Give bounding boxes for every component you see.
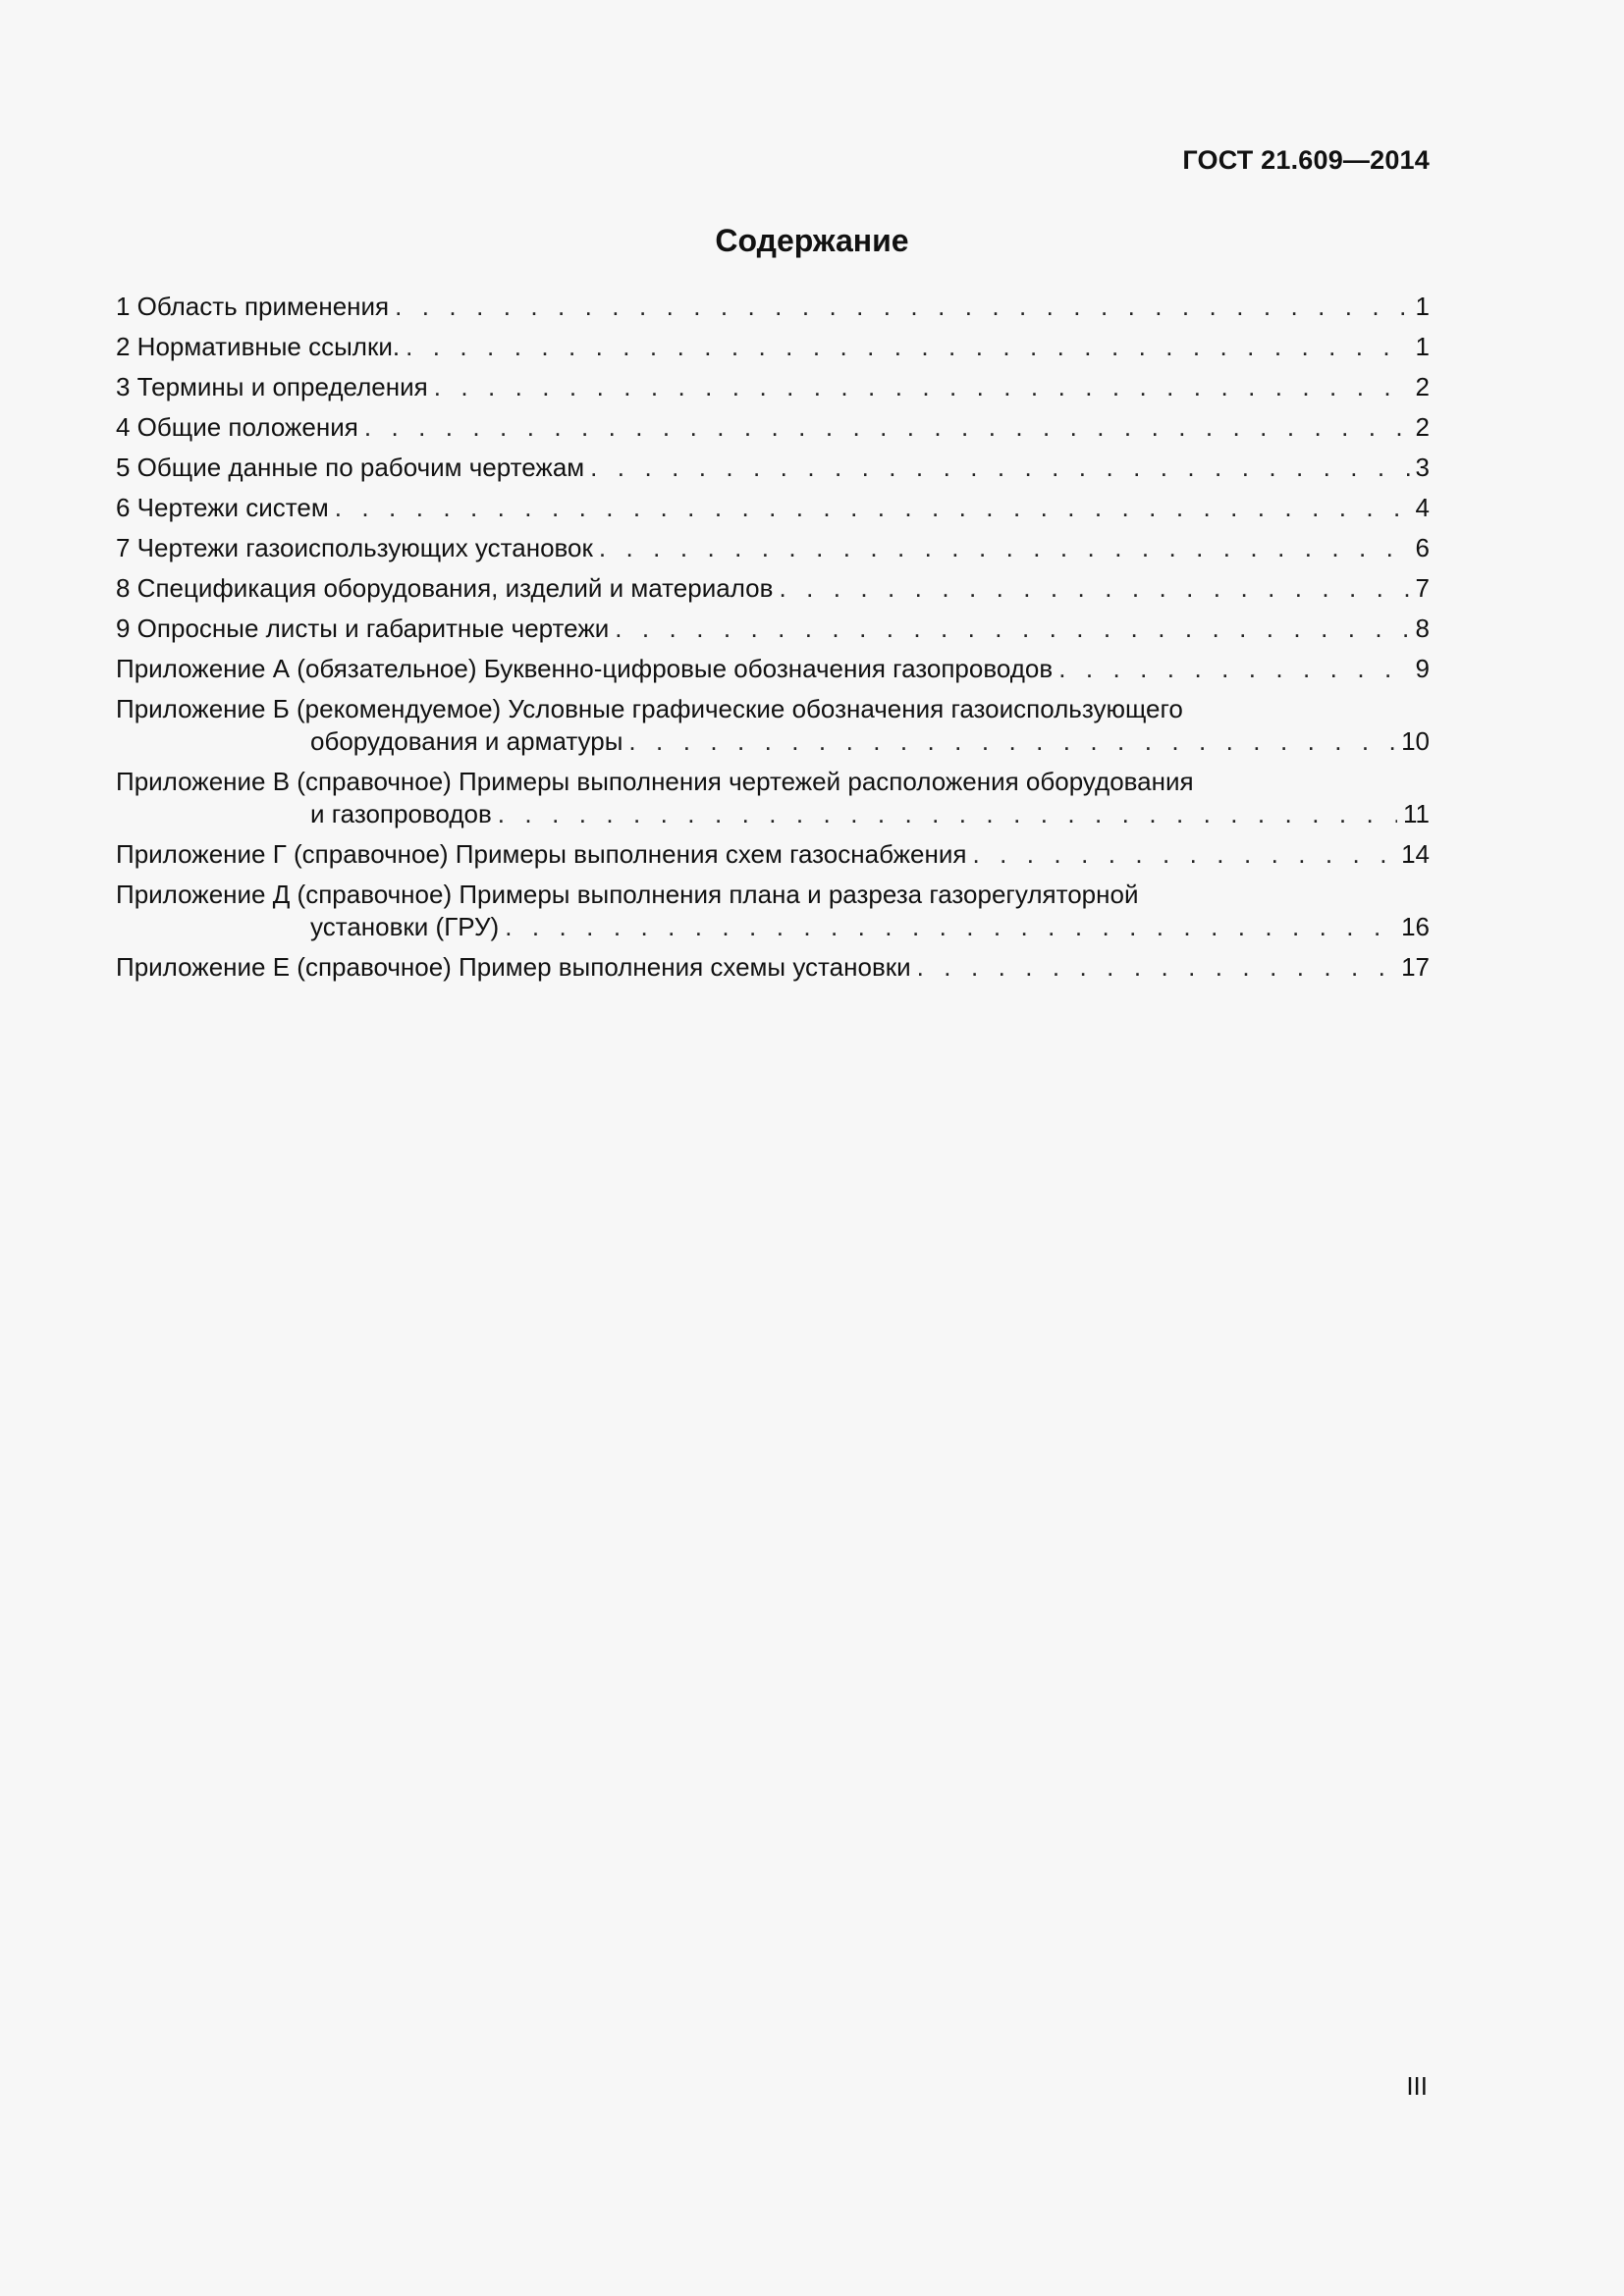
toc-entry-text: Приложение Г (справочное) Примеры выполнения схем газоснабжения (116, 839, 967, 869)
toc-entry-text: Приложение В (справочное) Примеры выполнения чертежей расположения оборудования (116, 767, 1194, 796)
toc-entry[interactable] (116, 693, 1430, 758)
toc-entry-page: 3 (1415, 453, 1430, 482)
toc-entry-text: 9 Опросные листы и габаритные чертежи (116, 614, 610, 643)
toc-entry-text: 8 Спецификация оборудования, изделий и материалов (116, 573, 774, 603)
toc-entry-text: Приложение Б (рекомендуемое) Условные графические обозначения газоиспользующего (116, 694, 1183, 723)
toc-entry[interactable] (116, 291, 1430, 323)
toc-entry-page: 14 (1401, 839, 1430, 869)
toc-entry-page: 10 (1401, 726, 1430, 756)
toc-leader-dots (498, 798, 1397, 830)
toc-entry-text: Приложение А (обязательное) Буквенно-цифровые обозначения газопроводов (116, 654, 1054, 683)
toc-entry-page: 2 (1415, 412, 1430, 442)
toc-entry-text-continuation: оборудования и арматуры (310, 726, 623, 756)
toc-leader-dots (335, 492, 1410, 524)
toc-entry[interactable] (116, 613, 1430, 645)
toc-leader-dots (395, 291, 1409, 323)
toc-leader-dots (917, 951, 1395, 984)
toc-entry-page: 9 (1415, 654, 1430, 683)
toc-leader-dots (599, 532, 1410, 564)
toc-entry-text-continuation: установки (ГРУ) (310, 912, 500, 941)
toc-entry[interactable] (116, 653, 1430, 685)
toc-entry-page: 16 (1401, 912, 1430, 941)
toc-entry[interactable] (116, 572, 1430, 605)
toc-leader-dots (590, 452, 1409, 484)
toc-entry-text: 6 Чертежи систем (116, 493, 329, 522)
toc-entry[interactable] (116, 371, 1430, 403)
document-code: ГОСТ 21.609—2014 (1182, 145, 1430, 175)
toc-entry[interactable] (116, 766, 1430, 830)
toc-entry-page: 11 (1403, 799, 1430, 828)
toc-entry-page: 1 (1415, 332, 1430, 361)
toc-entry-text: 5 Общие данные по рабочим чертежам (116, 453, 585, 482)
toc-entry[interactable] (116, 838, 1430, 871)
toc-leader-dots (364, 411, 1410, 444)
toc-entry-text: 1 Область применения (116, 292, 390, 321)
toc-leader-dots (1058, 653, 1409, 685)
toc-entry-page: 6 (1415, 533, 1430, 562)
toc-entry-text: 4 Общие положения (116, 412, 358, 442)
toc-entry[interactable] (116, 879, 1430, 943)
toc-leader-dots (505, 911, 1395, 943)
toc-entry-page: 4 (1415, 493, 1430, 522)
toc-leader-dots (972, 838, 1395, 871)
toc-leader-dots (434, 371, 1410, 403)
toc-leader-dots (779, 572, 1409, 605)
toc-entry-text: 7 Чертежи газоиспользующих установок (116, 533, 593, 562)
toc-entry[interactable] (116, 492, 1430, 524)
toc-title: Содержание (715, 223, 909, 258)
toc-entry[interactable] (116, 331, 1430, 363)
toc-entry[interactable] (116, 951, 1430, 984)
toc-entry-text-continuation: и газопроводов (310, 799, 492, 828)
table-of-contents (116, 291, 1430, 991)
toc-entry-text: Приложение Е (справочное) Пример выполнения схемы установки (116, 952, 911, 982)
toc-entry-page: 17 (1401, 952, 1430, 982)
toc-entry-page: 8 (1415, 614, 1430, 643)
toc-entry-page: 7 (1415, 573, 1430, 603)
toc-leader-dots (628, 725, 1395, 758)
toc-entry[interactable] (116, 452, 1430, 484)
toc-entry-text: 2 Нормативные ссылки. (116, 332, 401, 361)
toc-entry-text: 3 Термины и определения (116, 372, 428, 401)
toc-entry[interactable] (116, 532, 1430, 564)
page-number: III (1406, 2071, 1428, 2101)
toc-leader-dots (615, 613, 1409, 645)
toc-leader-dots (406, 331, 1409, 363)
toc-entry-text: Приложение Д (справочное) Примеры выполнения плана и разреза газорегуляторной (116, 880, 1139, 909)
toc-entry-page: 1 (1415, 292, 1430, 321)
toc-entry-page: 2 (1415, 372, 1430, 401)
toc-entry[interactable] (116, 411, 1430, 444)
